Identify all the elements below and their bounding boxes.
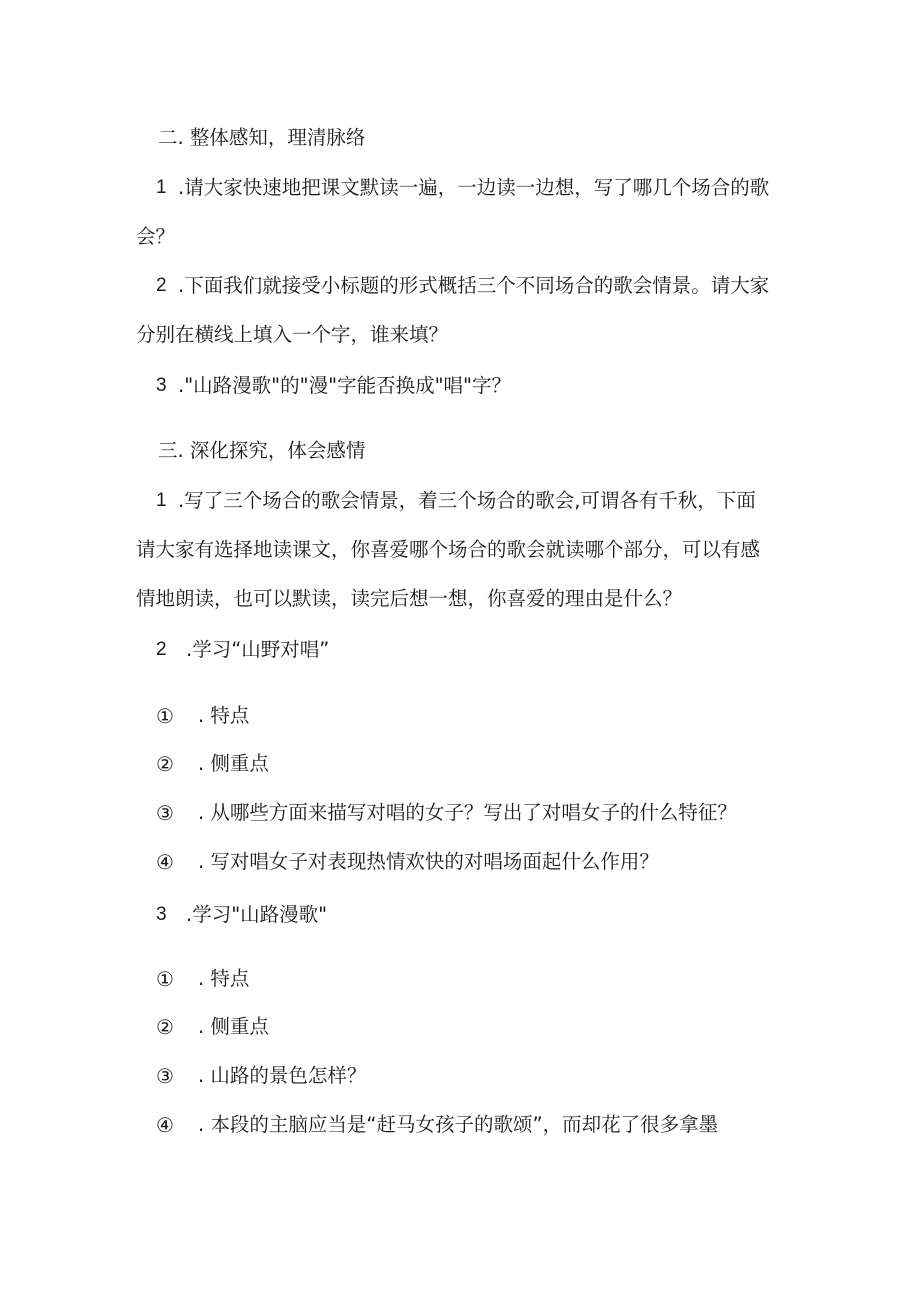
sub-item-text: . 侧重点 — [198, 1015, 269, 1038]
circled-number: ③ — [156, 1064, 174, 1088]
item-number: 2 — [156, 639, 167, 660]
item-number: 2 — [156, 275, 167, 296]
circled-number: ① — [156, 704, 174, 728]
circled-number: ④ — [156, 1113, 174, 1137]
item-number: 3 — [156, 904, 167, 925]
item-text-line: 请大家有选择地读课文，你喜爱哪个场合的歌会就读哪个部分，可以有感 — [136, 538, 761, 561]
item-text-line: .请大家快速地把课文默读一遍，一边读一边想，写了哪几个场合的歌 — [178, 176, 770, 199]
sub-item-text: . 山路的景色怎样？ — [198, 1064, 367, 1087]
item-text-line: .写了三个场合的歌会情景，着三个场合的歌会,可谓各有千秋，下面 — [178, 489, 756, 512]
item-text-line: 分别在横线上填入一个字，谁来填？ — [136, 323, 449, 346]
item-number: 1 — [156, 490, 167, 511]
circled-number: ② — [156, 1015, 174, 1039]
sub-item-text: . 写对唱女子对表现热情欢快的对唱场面起什么作用？ — [198, 850, 659, 873]
sub-item-text: . 特点 — [198, 704, 250, 727]
item-title: .学习“山野对唱” — [186, 638, 330, 661]
item-text-line: .下面我们就接受小标题的形式概括三个不同场合的歌会情景。请大家 — [178, 274, 770, 297]
section-heading-3: 三. 深化探究，体会感情 — [158, 439, 366, 462]
sub-item-text: . 侧重点 — [198, 752, 269, 775]
sub-item-text: . 本段的主脑应当是“赶马女孩子的歌颂”，而却花了很多拿墨 — [198, 1113, 719, 1136]
circled-number: ③ — [156, 801, 174, 825]
circled-number: ② — [156, 752, 174, 776]
circled-number: ① — [156, 967, 174, 991]
item-number: 3 — [156, 375, 167, 396]
sub-item-text: . 特点 — [198, 967, 250, 990]
item-number: 1 — [156, 177, 167, 198]
item-text-line: 情地朗读，也可以默读，读完后想一想，你喜爱的理由是什么？ — [136, 587, 683, 610]
item-text-line: 会？ — [136, 225, 176, 248]
sub-item-text: . 从哪些方面来描写对唱的女子？写出了对唱女子的什么特征？ — [198, 801, 737, 824]
section-heading-2: 二. 整体感知，理清脉络 — [158, 126, 366, 149]
circled-number: ④ — [156, 850, 174, 874]
item-title: .学习"山路漫歌" — [186, 903, 328, 926]
item-text-line: ."山路漫歌"的"漫"字能否换成"唱"字？ — [178, 374, 512, 397]
